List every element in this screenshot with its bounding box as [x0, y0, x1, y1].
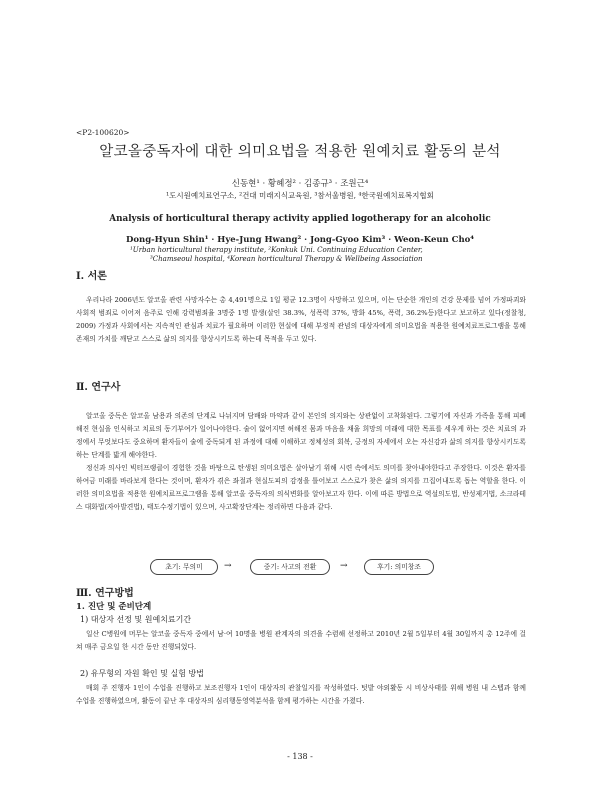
intro-paragraph	[76, 294, 526, 346]
methods-sub1-2: 2) 유무형의 자원 확인 및 실험 방법	[80, 669, 204, 678]
authors-korean: 신동현¹ · 황혜정² · 김종규³ · 조원근⁴	[231, 179, 369, 189]
authors-english: Dong-Hyun Shin¹ · Hye-Jung Hwang² · Jong-Gyoo Kim³ · Weon-Keun Cho⁴	[125, 235, 475, 245]
methods-sub1-1-paragraph	[76, 628, 526, 654]
affiliation-line: ³Chamseoul hospital, ⁴Korean horticultural Therapy & Wellbeing Association	[150, 255, 423, 263]
title-korean: 알코올중독자에 대한 의미요법을 적용한 원예치료 활동의 분석	[99, 144, 501, 160]
history-text-1: 알코올 중독은 알코올 남용과 의존의 단계로 나뉘지며 담배와 마약과 같이 본인의 의지와는 상관없이 고착화된다. 그렇기에 자신과 가족을 통해 피폐해진 현실을 인식하고 치료의 동기부여가 일어나야한다. 술이 없어지면 허해진 몸과 마음을 채울 희망의 미래에 대한 목표를 세우게 하는 것은 치료의 과정에서 무엇보다도 중요하며 환자들이 술에 중독되게 된 과정에 대해 이해하고 정체성의 회복, 긍정의 자세에서 오는 자신감과 삶의 의지를 향상시키도록 하는 단계를 밟게 해야한다.	[76, 412, 526, 459]
thinking-stage-flow	[150, 559, 450, 575]
arrow-icon: →	[224, 561, 232, 571]
methods-heading: Ⅲ. 연구방법	[76, 588, 134, 599]
affiliations-korean: ¹도시원예치료연구소, ²건대 미래지식교육원, ³참서울병원, ⁴한국원예치료복지협회	[166, 191, 434, 200]
intro-text: 우리나라 2006년도 알코올 관련 사망자수는 총 4,491명으로 1일 평균 12.3명이 사망하고 있으며, 이는 단순한 개인의 건강 문제를 넘어 가정파괴와 사회적 범죄로 이어져 음주로 인해 강력범죄율 3명중 1명 발생(살인 38.3%, 성폭력 37%, 방화 45%, 폭력, 36.2%등)한다고 보고하고 있다(정찰청, 2009) 가정과 사회에서는 지속적인 관심과 치료가 필요하며 이러한 현실에 대해 부정적 관념의 대상자에게 의미요법을 적용한 원예치료프로그램을 통해 존재의 가치를 깨닫고 스스로 삶의 의지를 향상시키도록 하는데 목적을 두고 있다.	[76, 296, 526, 343]
history-heading: Ⅱ. 연구사	[76, 382, 121, 393]
intro-heading: Ⅰ. 서론	[76, 271, 107, 282]
methods-sub1-2-text: 매회 주 진행자 1인이 수업을 진행하고 보조진행자 1인이 대상자의 관찰일지를 작성하였다. 텃밭 야외활동 시 비상사태를 위해 병원 내 스텝과 함께 수업을 진행하였으며, 활동이 끝난 후 대상자의 심리행동영역분석을 함께 평가하는 시간을 가졌다.	[76, 684, 526, 705]
arrow-icon: →	[340, 561, 348, 571]
methods-sub1-1: 1) 대상자 선정 및 원예치료기간	[80, 615, 192, 624]
stage-late: 후기: 의미창조	[364, 559, 434, 575]
history-text-2: 정신과 의사인 빅터프랭클이 경험한 것을 바탕으로 탄생된 의미요법은 살아남기 위해 시련 속에서도 의미를 찾아내야한다고 주장한다. 이것은 환자를 하여금 미래를 바라보게 한다는 것이며, 환자가 겪은 좌절과 현실도피의 감정을 틀어보고 스스로가 찾은 삶의 의지를 끄집어내도록 돕는 역할을 한다. 이러한 의미요법을 적용한 원예치료프로그램을 통해 알코올 중독자의 의식변화를 알아보고자 한다. 이에 따른 방법으로 역설의도법, 반성제거법, 소크라테스 대화법(자아발견법), 태도수정기법이 있으며, 사고확장단계는 정리하면 다음과 같다.	[76, 464, 526, 511]
methods-sub1-1-text: 일산 C병원에 머무는 알코올 중독자 중에서 남·여 10명을 병원 관계자의 의견을 수렴해 선정하고 2010년 2월 5일부터 4월 30일까지 총 12주에 걸쳐 매주 금요일 한 시간 동안 진행되었다.	[76, 630, 526, 651]
title-english: Analysis of horticultural therapy activity applied logotherapy for an alcoholic	[109, 214, 491, 224]
affiliations-english	[130, 246, 530, 264]
methods-sub1: 1. 진단 및 준비단계	[76, 602, 152, 612]
stage-early: 초기: 무의미	[150, 559, 218, 575]
history-paragraphs	[76, 410, 526, 514]
page-number: - 138 -	[287, 752, 313, 761]
paper-code: <P2-100620>	[76, 128, 130, 137]
affiliation-line: ¹Urban horticultural therapy institute, ²Konkuk Uni. Continuing Education Center,	[130, 246, 423, 254]
stage-middle: 중기: 사고의 전환	[250, 559, 330, 575]
methods-sub1-2-paragraph	[76, 682, 526, 708]
